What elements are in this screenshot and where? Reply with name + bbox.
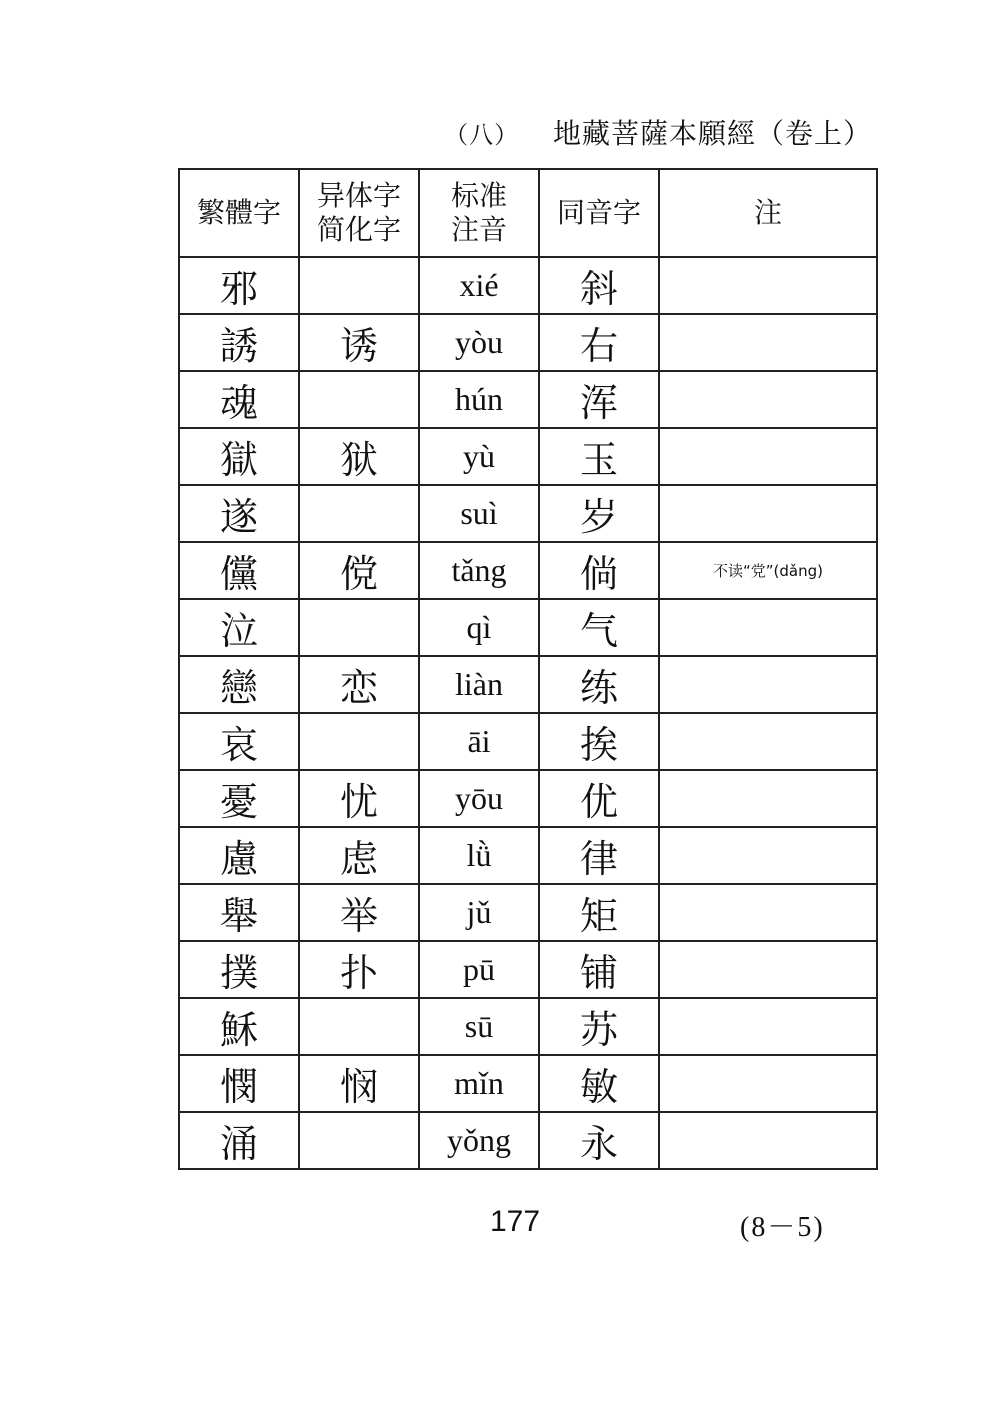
table-row xyxy=(179,713,877,770)
homophone-cell: 苏 xyxy=(539,998,659,1055)
homophone-cell: 右 xyxy=(539,314,659,371)
pinyin-cell: yǒng xyxy=(419,1112,539,1169)
homophone-cell: 倘 xyxy=(539,542,659,599)
table-row xyxy=(179,485,877,542)
simplified-char-cell xyxy=(299,713,419,770)
simplified-char-cell: 举 xyxy=(299,884,419,941)
traditional-char-cell: 哀 xyxy=(179,713,299,770)
simplified-char-cell: 扑 xyxy=(299,941,419,998)
homophone-cell: 铺 xyxy=(539,941,659,998)
traditional-char-cell: 獄 xyxy=(179,428,299,485)
homophone-cell: 岁 xyxy=(539,485,659,542)
table-row xyxy=(179,884,877,941)
note-cell xyxy=(659,656,877,713)
table-row xyxy=(179,770,877,827)
pinyin-cell: hún xyxy=(419,371,539,428)
column-header: 同音字 xyxy=(539,169,659,257)
simplified-char-cell xyxy=(299,371,419,428)
note-cell xyxy=(659,371,877,428)
page-header xyxy=(444,112,872,152)
simplified-char-cell: 诱 xyxy=(299,314,419,371)
traditional-char-cell: 舉 xyxy=(179,884,299,941)
simplified-char-cell xyxy=(299,1112,419,1169)
page-number: 177 xyxy=(490,1205,541,1238)
traditional-char-cell: 儻 xyxy=(179,542,299,599)
simplified-char-cell xyxy=(299,998,419,1055)
section-number: （八） xyxy=(444,121,520,149)
simplified-char-cell xyxy=(299,257,419,314)
note-cell xyxy=(659,941,877,998)
pinyin-cell: liàn xyxy=(419,656,539,713)
table-row xyxy=(179,599,877,656)
table-row xyxy=(179,827,877,884)
pinyin-cell: xié xyxy=(419,257,539,314)
note-cell xyxy=(659,599,877,656)
homophone-cell: 玉 xyxy=(539,428,659,485)
note-cell xyxy=(659,827,877,884)
homophone-cell: 斜 xyxy=(539,257,659,314)
simplified-char-cell: 虑 xyxy=(299,827,419,884)
column-header: 标准 注音 xyxy=(419,169,539,257)
simplified-char-cell: 狱 xyxy=(299,428,419,485)
note-cell xyxy=(659,1055,877,1112)
table-body xyxy=(179,257,877,1169)
pinyin-cell: yù xyxy=(419,428,539,485)
homophone-cell: 永 xyxy=(539,1112,659,1169)
table-row xyxy=(179,656,877,713)
homophone-cell: 挨 xyxy=(539,713,659,770)
note-cell xyxy=(659,428,877,485)
pinyin-cell: jǔ xyxy=(419,884,539,941)
pinyin-cell: suì xyxy=(419,485,539,542)
column-header: 异体字 简化字 xyxy=(299,169,419,257)
note-cell xyxy=(659,257,877,314)
header-row xyxy=(179,169,877,257)
page-reference: (8－5) xyxy=(740,1212,825,1243)
pinyin-cell: lǜ xyxy=(419,827,539,884)
note-cell: 不读“党”(dǎng) xyxy=(659,542,877,599)
traditional-char-cell: 穌 xyxy=(179,998,299,1055)
column-header: 注 xyxy=(659,169,877,257)
pinyin-cell: qì xyxy=(419,599,539,656)
pinyin-cell: sū xyxy=(419,998,539,1055)
homophone-cell: 敏 xyxy=(539,1055,659,1112)
traditional-char-cell: 憫 xyxy=(179,1055,299,1112)
table-row xyxy=(179,542,877,599)
traditional-char-cell: 誘 xyxy=(179,314,299,371)
traditional-char-cell: 撲 xyxy=(179,941,299,998)
simplified-char-cell xyxy=(299,599,419,656)
note-cell xyxy=(659,998,877,1055)
table-row xyxy=(179,1112,877,1169)
table-row xyxy=(179,998,877,1055)
table-row xyxy=(179,314,877,371)
traditional-char-cell: 魂 xyxy=(179,371,299,428)
simplified-char-cell: 恋 xyxy=(299,656,419,713)
homophone-cell: 律 xyxy=(539,827,659,884)
traditional-char-cell: 涌 xyxy=(179,1112,299,1169)
simplified-char-cell: 忧 xyxy=(299,770,419,827)
traditional-char-cell: 遂 xyxy=(179,485,299,542)
homophone-cell: 浑 xyxy=(539,371,659,428)
note-cell xyxy=(659,713,877,770)
traditional-char-cell: 慮 xyxy=(179,827,299,884)
traditional-char-cell: 憂 xyxy=(179,770,299,827)
pinyin-cell: āi xyxy=(419,713,539,770)
note-cell xyxy=(659,1112,877,1169)
homophone-cell: 优 xyxy=(539,770,659,827)
note-cell xyxy=(659,770,877,827)
simplified-char-cell: 悯 xyxy=(299,1055,419,1112)
note-cell xyxy=(659,485,877,542)
glossary-table xyxy=(178,168,878,1170)
table-row xyxy=(179,371,877,428)
book-title: 地藏菩薩本願經（卷上） xyxy=(552,117,872,150)
simplified-char-cell xyxy=(299,485,419,542)
pinyin-cell: pū xyxy=(419,941,539,998)
table-row xyxy=(179,428,877,485)
homophone-cell: 练 xyxy=(539,656,659,713)
pinyin-cell: mǐn xyxy=(419,1055,539,1112)
note-cell xyxy=(659,314,877,371)
homophone-cell: 矩 xyxy=(539,884,659,941)
table-row xyxy=(179,941,877,998)
traditional-char-cell: 戀 xyxy=(179,656,299,713)
pinyin-cell: tǎng xyxy=(419,542,539,599)
homophone-cell: 气 xyxy=(539,599,659,656)
traditional-char-cell: 邪 xyxy=(179,257,299,314)
pinyin-cell: yòu xyxy=(419,314,539,371)
simplified-char-cell: 傥 xyxy=(299,542,419,599)
pinyin-cell: yōu xyxy=(419,770,539,827)
column-header: 繁體字 xyxy=(179,169,299,257)
note-cell xyxy=(659,884,877,941)
table-row xyxy=(179,1055,877,1112)
table-row xyxy=(179,257,877,314)
traditional-char-cell: 泣 xyxy=(179,599,299,656)
